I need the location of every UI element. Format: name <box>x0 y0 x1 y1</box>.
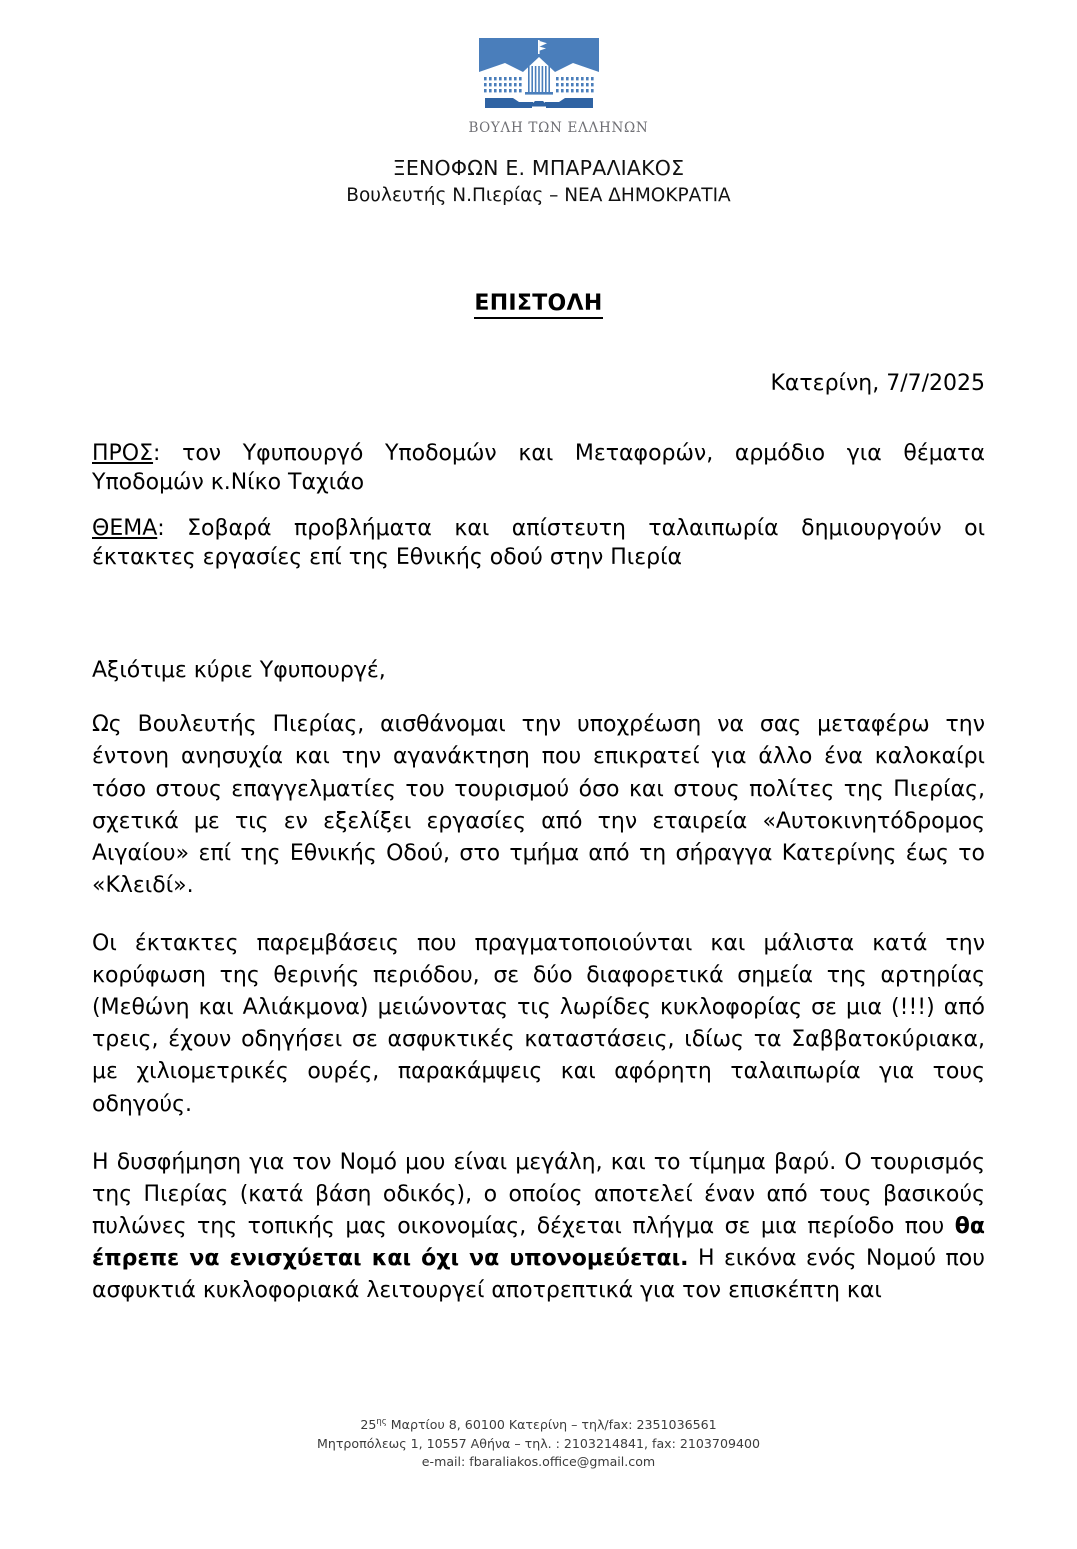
page-footer <box>0 1416 1077 1471</box>
footer-address-athens: Μητροπόλεως 1, 10557 Αθήνα – τηλ. : 2103214841, fax: 2103709400 <box>316 1435 761 1451</box>
subject-text: Σοβαρά προβλήματα και απίστευτη ταλαιπωρία δημιουργούν οι έκτακτες εργασίες επί της Εθνικής οδού στην Πιερία <box>92 516 986 570</box>
body-paragraph-3-part-2: Η εικόνα ενός Νομού που ασφυκτιά κυκλοφοριακά λειτουργεί αποτρεπτικά για τον επισκέπτη και <box>92 1246 985 1304</box>
letter-body <box>92 440 985 1307</box>
recipient-line <box>92 440 985 497</box>
salutation: Αξιότιμε κύριε Υφυπουργέ, <box>92 658 386 684</box>
body-paragraph-3 <box>92 1147 985 1308</box>
recipient-text: τον Υφυπουργό Υποδομών και Μεταφορών, αρμόδιο για θέματα Υποδομών κ.Νίκο Ταχιάο <box>92 441 985 495</box>
date-line: Κατερίνη, 7/7/2025 <box>770 371 985 396</box>
body-paragraph-1: Ως Βουλευτής Πιερίας, αισθάνομαι την υποχρέωση να σας μεταφέρω την έντονη ανησυχία και την αγανάκτηση που επικρατεί για άλλο ένα καλοκαίρι τόσο στους επαγγελματίες του τουρισμού όσο και στους πολίτες της Πιερίας, σχετικά με τις εν εξελίξει εργασίες από την εταιρεία «Αυτοκινητόδρομος Αιγαίου» επί της Εθνικής Οδού, στο τμήμα από τη σήραγγα Κατερίνης έως το «Κλειδί». <box>92 712 985 898</box>
footer-address-katerini <box>0 1416 1077 1434</box>
subject-label: ΘΕΜΑ <box>92 516 158 542</box>
parliament-logo <box>468 36 649 136</box>
recipient-separator: : <box>153 441 183 466</box>
hellenic-parliament-building-icon <box>475 36 603 116</box>
logo-caption: ΒΟΥΛΗ ΤΩΝ ΕΛΛΗΝΩΝ <box>468 120 649 136</box>
body-paragraph-3-emphasis: θα έπρεπε να ενισχύεται και όχι να υπονομεύεται. <box>92 1213 985 1272</box>
body-paragraph-2: Οι έκτακτες παρεμβάσεις που πραγματοποιούνται και μάλιστα κατά την κορύφωση της θερινής περιόδου, σε δύο διαφορετικά σημεία της αρτηρίας (Μεθώνη και Αλιάκμονα) μειώνοντας τις λωρίδες κυκλοφορίας σε μια (!!!) από τρεις, έχουν οδηγήσει σε ασφυκτικές καταστάσεις, ιδίως τα Σαββατοκύριακα, με χιλιομετρικές ουρές, παρακάμψεις και αφόρητη ταλαιπωρία για τους οδηγούς. <box>92 931 985 1117</box>
letterhead <box>0 0 1077 206</box>
recipient-label: ΠΡΟΣ <box>92 441 154 466</box>
subject-line <box>92 515 985 572</box>
mp-role: Βουλευτής Ν.Πιερίας – ΝΕΑ ΔΗΜΟΚΡΑΤΙΑ <box>346 185 731 206</box>
footer-email: e-mail: fbaraliakos.office@gmail.com <box>421 1453 656 1469</box>
body-paragraph-3-part-1: Η δυσφήμηση για τον Νομό μου είναι μεγάλη, και το τίμημα βαρύ. Ο τουρισμός της Πιερίας (κατά βάση οδικός), ο οποίος αποτελεί έναν από τους βασικούς πυλώνες της τοπικής μας οικονομίας, δέχεται πλήγμα σε μια περίοδο που <box>92 1149 985 1239</box>
footer-address-number: 25 <box>360 1417 377 1433</box>
mp-name: ΞΕΝΟΦΩΝ Ε. ΜΠΑΡΑΛΙΑΚΟΣ <box>392 156 685 180</box>
footer-address-ordinal-suffix: ης <box>376 1417 387 1428</box>
subject-separator: : <box>157 516 188 542</box>
page-title <box>0 291 1077 316</box>
footer-address-rest: Μαρτίου 8, 60100 Κατερίνη – τηλ/fax: 2351036561 <box>386 1417 717 1433</box>
page-title-text: ΕΠΙΣΤΟΛΗ <box>474 291 602 319</box>
